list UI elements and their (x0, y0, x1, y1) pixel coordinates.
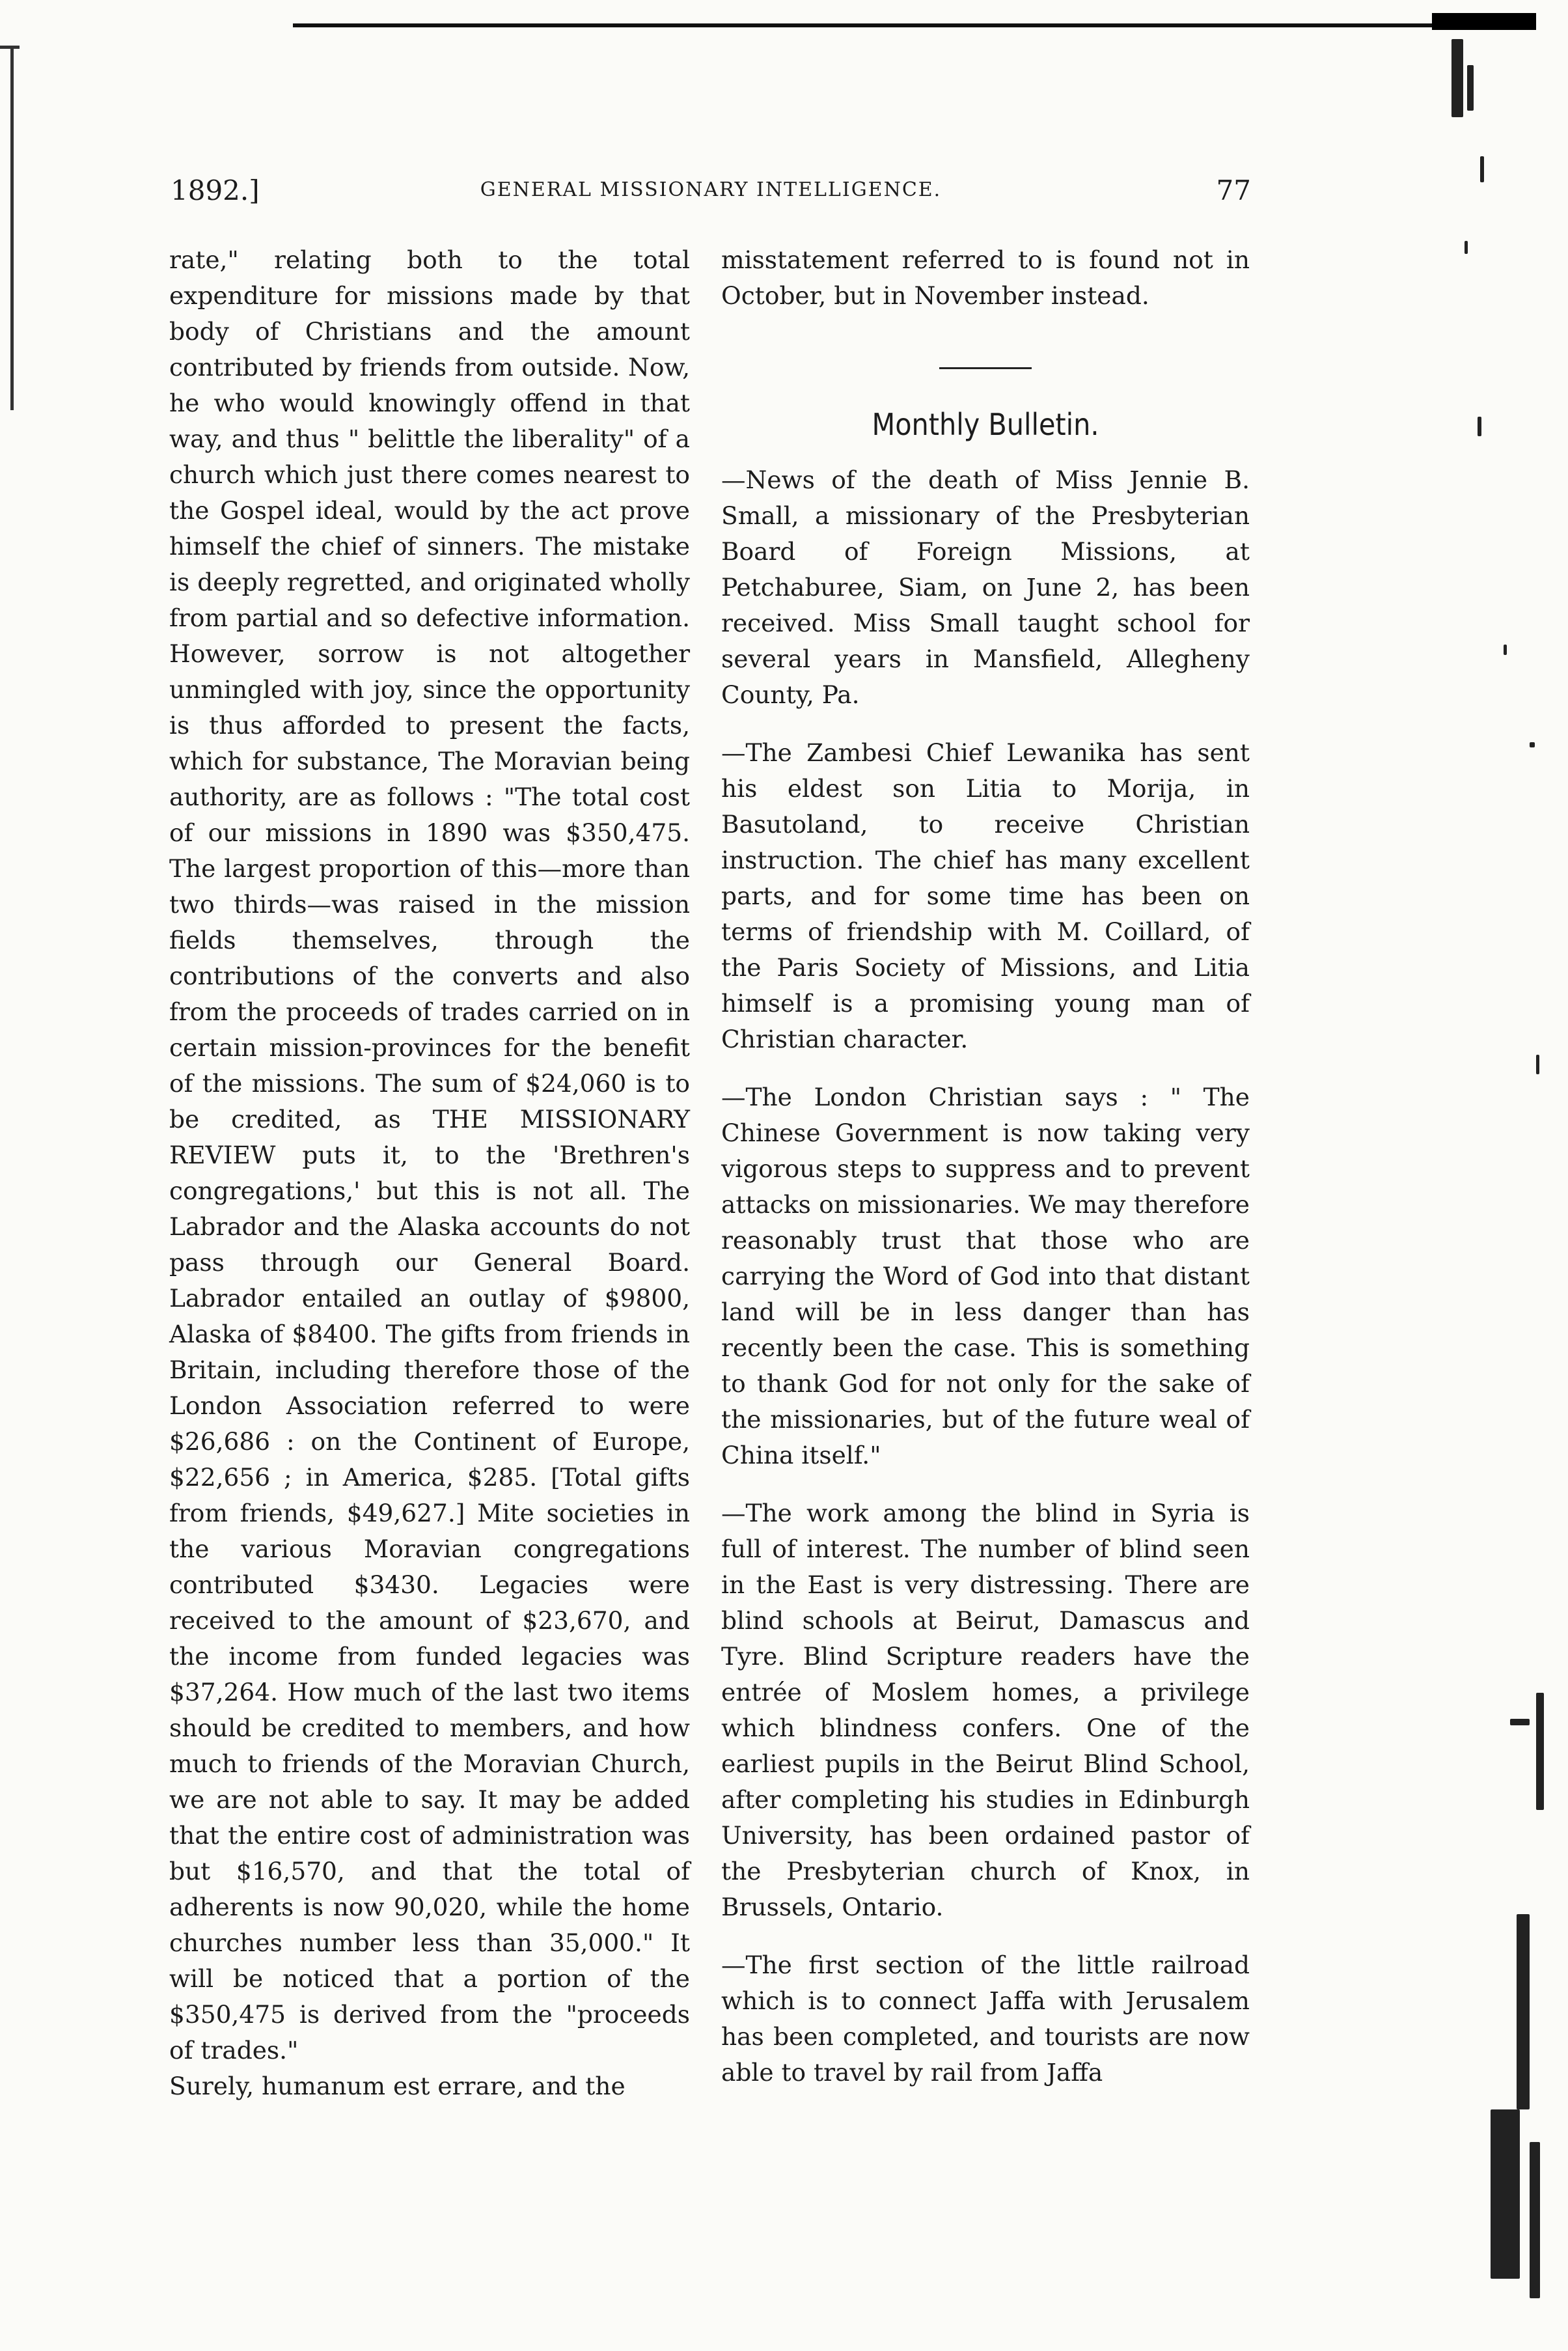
header-year: 1892.] (171, 174, 260, 206)
bulletin-item-china: —The London Christian says : " The Chinese Government is now taking very vigorous steps to suppress and to prevent attacks on missionaries. We may therefore reasonably trust that those who are carrying the Word of God into that distant land will be in less danger than has recently been the case. This is something to thank God for not only for the sake of the missionaries, but of the future weal of China itself." (721, 1083, 1250, 1469)
bulletin-item-railroad: —The first section of the little railroad which is to connect Jaffa with Jerusalem has been completed, and tourists are now able to travel by rail from Jaffa (721, 1951, 1250, 2087)
right-scan-edge-noise (1438, 26, 1562, 2344)
header-title: GENERAL MISSIONARY INTELLIGENCE. (480, 178, 942, 201)
bulletin-item-lewanika: —The Zambesi Chief Lewanika has sent his eldest son Litia to Morija, in Basutoland, to receive Christian instruction. The chief has many excellent parts, and for some time has been on terms of friendship with M. Coillard, of the Paris Society of Missions, and Litia himself is a promising young man of Christian character. (721, 738, 1250, 1053)
section-divider (939, 367, 1032, 369)
left-paragraph-2: Surely, humanum est errare, and the (169, 2072, 626, 2100)
right-column (721, 242, 1250, 2091)
running-header (171, 174, 1251, 214)
bulletin-item-small: —News of the death of Miss Jennie B. Small, a missionary of the Presbyterian Board of Foreign Missions, at Petchaburee, Siam, on June 2, has been received. Miss Small taught school for several years in Mansfield, Allegheny County, Pa. (721, 466, 1250, 709)
left-paragraph-1: rate," relating both to the total expenditure for missions made by that body of Christians and the amount contributed by friends from outside. Now, he who would knowingly offend in that way, and thus " belittle the liberality" of a church which just there comes nearest to the Gospel ideal, would by the act prove himself the chief of sinners. The mistake is deeply regretted, and originated wholly from partial and so defective information. However, sorrow is not altogether unmingled with joy, since the opportunity is thus afforded to present the facts, which for substance, The Moravian being authority, are as follows : "The total cost of our missions in 1890 was $350,475. The largest proportion of this—more than two thirds—was raised in the mission fields themselves, through the contributions of the converts and also from the proceeds of trades carried on in certain mission-provinces for the benefit of the missions. The sum of $24,060 is to be credited, as THE MISSIONARY REVIEW puts it, to the 'Brethren's congregations,' but this is not all. The Labrador and the Alaska accounts do not pass through our General Board. Labrador entailed an outlay of $9800, Alaska of $8400. The gifts from friends in Britain, including therefore those of the London Association referred to were $26,686 : on the Continent of Europe, $22,656 ; in America, $285. [Total gifts from friends, $49,627.] Mite societies in the various Moravian congregations contributed $3430. Legacies were received to the amount of $23,670, and the income from funded legacies was $37,264. How much of the last two items should be credited to members, and how much to friends of the Moravian Church, we are not able to say. It may be added that the entire cost of administration was but $16,570, and that the total of adherents is now 90,020, while the home churches number less than 35,000." It will be noticed that a portion of the $350,475 is derived from the "proceeds of trades." (169, 245, 690, 2065)
section-title: Monthly Bulletin. (872, 407, 1099, 442)
page-number: 77 (1216, 174, 1251, 206)
left-scan-edge (10, 46, 14, 410)
top-scan-rule (293, 23, 1536, 27)
left-scan-tick (0, 46, 20, 49)
bulletin-item-syria-blind: —The work among the blind in Syria is full of interest. The number of blind seen in the East is very distressing. There are blind schools at Beirut, Damascus and Tyre. Blind Scripture readers have the entrée of Moslem homes, a privilege which blindness confers. One of the earliest pupils in the Beirut Blind School, after completing his studies in Edinburgh University, has been ordained pastor of the Presbyterian church of Knox, in Brussels, Ontario. (721, 1499, 1250, 1921)
left-column (169, 242, 690, 2104)
right-intro-paragraph: misstatement referred to is found not in October, but in November instead. (721, 245, 1250, 310)
